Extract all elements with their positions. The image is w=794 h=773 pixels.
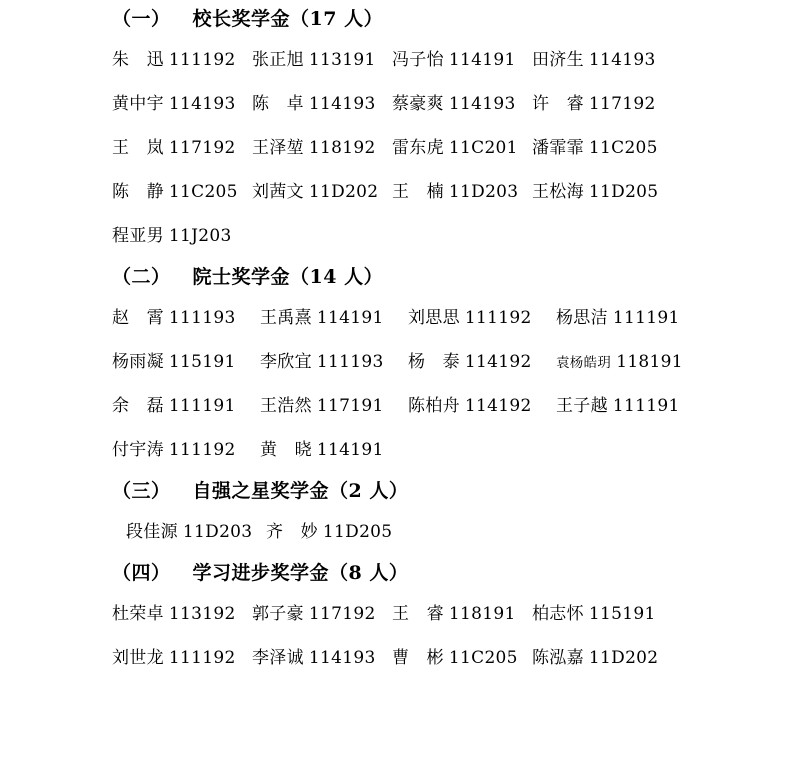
recipient-id: 117192 [168, 138, 236, 158]
recipient-id: 114193 [588, 50, 656, 70]
recipient-id: 118191 [616, 352, 683, 372]
recipient-name: 王松海 [532, 182, 584, 202]
recipient-name: 杨雨凝 [112, 352, 164, 372]
section-title: 院士奖学金（14 人） [192, 266, 384, 288]
recipient-name: 潘霏霏 [532, 138, 584, 158]
list-item [112, 38, 252, 82]
list-item [112, 636, 252, 680]
section-scholarship-2 [112, 260, 684, 472]
recipient-name: 李泽诚 [252, 648, 304, 668]
section-heading [112, 260, 684, 294]
recipient-name: 刘世龙 [112, 648, 164, 668]
recipient-id: 117192 [308, 604, 376, 624]
section-title: 校长奖学金（17 人） [192, 8, 384, 30]
list-item [252, 38, 392, 82]
recipient-list [112, 592, 684, 680]
section-number: （二） [112, 266, 171, 288]
recipient-row [112, 296, 684, 340]
list-item [392, 82, 532, 126]
recipient-row [112, 510, 684, 554]
recipient-id: 11C205 [448, 648, 518, 668]
recipient-id: 118192 [308, 138, 376, 158]
recipient-name: 程亚男 [112, 226, 164, 246]
list-item [532, 592, 656, 636]
recipient-id: 111192 [168, 648, 236, 668]
recipient-name: 黄中宇 [112, 94, 164, 114]
list-item [260, 296, 408, 340]
recipient-id: 114193 [308, 94, 376, 114]
recipient-id: 114193 [308, 648, 376, 668]
section-number: （一） [112, 8, 171, 30]
list-item [392, 592, 532, 636]
list-item [532, 636, 658, 680]
recipient-id: 11D205 [322, 522, 393, 542]
recipient-id: 114192 [464, 396, 532, 416]
recipient-name: 李欣宜 [260, 352, 312, 372]
list-item [260, 428, 384, 472]
recipient-id: 114193 [168, 94, 236, 114]
recipient-name: 余 磊 [112, 396, 164, 416]
list-item [260, 340, 408, 384]
list-item [532, 126, 658, 170]
list-item [556, 296, 680, 340]
recipient-id: 117191 [316, 396, 384, 416]
list-item [112, 126, 252, 170]
list-item [392, 170, 532, 214]
recipient-id: 111191 [612, 308, 680, 328]
recipient-name: 蔡豪爽 [392, 94, 444, 114]
list-item [408, 340, 556, 384]
list-item [252, 82, 392, 126]
recipient-name: 刘茜文 [252, 182, 304, 202]
list-item [408, 384, 556, 428]
recipient-id: 114193 [448, 94, 516, 114]
recipient-name: 张正旭 [252, 50, 304, 70]
recipient-name: 柏志怀 [532, 604, 584, 624]
list-item [112, 384, 260, 428]
recipient-name: 赵 霄 [112, 308, 164, 328]
recipient-id: 114192 [464, 352, 532, 372]
recipient-name: 王 楠 [392, 182, 444, 202]
recipient-name: 杨 泰 [408, 352, 460, 372]
recipient-list [112, 510, 684, 554]
recipient-id: 111191 [612, 396, 680, 416]
recipient-name: 黄 晓 [260, 440, 312, 460]
recipient-name: 王泽堃 [252, 138, 304, 158]
section-title: 学习进步奖学金（8 人） [192, 562, 409, 584]
list-item [556, 340, 683, 384]
recipient-id: 11D203 [448, 182, 519, 202]
list-item [260, 384, 408, 428]
list-item [112, 428, 260, 472]
list-item [112, 214, 232, 258]
list-item [112, 296, 260, 340]
recipient-row [112, 38, 684, 82]
recipient-id: 113192 [168, 604, 236, 624]
list-item [112, 340, 260, 384]
section-heading [112, 556, 684, 590]
recipient-id: 111193 [316, 352, 384, 372]
section-title: 自强之星奖学金（2 人） [192, 480, 409, 502]
recipient-name: 陈泓嘉 [532, 648, 584, 668]
recipient-name: 杨思洁 [556, 308, 608, 328]
recipient-name: 田济生 [532, 50, 584, 70]
recipient-row [112, 340, 684, 384]
list-item [532, 38, 656, 82]
recipient-name: 陈柏舟 [408, 396, 460, 416]
recipient-name: 冯子怡 [392, 50, 444, 70]
recipient-id: 114191 [316, 308, 384, 328]
recipient-row [112, 428, 684, 472]
recipient-name: 雷东虎 [392, 138, 444, 158]
recipient-id: 111193 [168, 308, 236, 328]
recipient-id: 115191 [168, 352, 236, 372]
list-item [252, 170, 392, 214]
recipient-row [112, 82, 684, 126]
recipient-list [112, 296, 684, 472]
recipient-name: 曹 彬 [392, 648, 444, 668]
recipient-id: 11D203 [182, 522, 253, 542]
recipient-id: 111191 [168, 396, 236, 416]
recipient-row [112, 636, 684, 680]
recipient-id: 115191 [588, 604, 656, 624]
recipient-id: 11D202 [588, 648, 659, 668]
recipient-name: 陈 静 [112, 182, 164, 202]
list-item [252, 592, 392, 636]
recipient-row [112, 384, 684, 428]
recipient-name: 刘思思 [408, 308, 460, 328]
list-item [252, 636, 392, 680]
recipient-row [112, 170, 684, 214]
recipient-id: 117192 [588, 94, 656, 114]
recipient-id: 11D202 [308, 182, 379, 202]
recipient-name: 齐 妙 [266, 522, 318, 542]
list-item [532, 82, 656, 126]
recipient-id: 11C205 [168, 182, 238, 202]
recipient-id: 11C201 [448, 138, 518, 158]
list-item [556, 384, 680, 428]
recipient-name: 段佳源 [126, 522, 178, 542]
list-item [392, 636, 532, 680]
recipient-row [112, 592, 684, 636]
list-item [112, 170, 252, 214]
list-item [408, 296, 556, 340]
recipient-list [112, 38, 684, 258]
recipient-name: 袁杨皓玥 [556, 355, 612, 371]
recipient-name: 杜荣卓 [112, 604, 164, 624]
recipient-name: 付宇涛 [112, 440, 164, 460]
recipient-id: 114191 [448, 50, 516, 70]
recipient-id: 111192 [168, 50, 236, 70]
recipient-id: 11D205 [588, 182, 659, 202]
recipient-row [112, 214, 684, 258]
recipient-name: 王浩然 [260, 396, 312, 416]
list-item [112, 592, 252, 636]
recipient-name: 王禹熹 [260, 308, 312, 328]
recipient-id: 114191 [316, 440, 384, 460]
recipient-id: 11J203 [168, 226, 232, 246]
section-scholarship-1 [112, 2, 684, 258]
recipient-name: 朱 迅 [112, 50, 164, 70]
list-item [126, 510, 266, 554]
section-scholarship-4 [112, 556, 684, 680]
recipient-id: 11C205 [588, 138, 658, 158]
recipient-name: 王子越 [556, 396, 608, 416]
list-item [392, 38, 532, 82]
recipient-name: 陈 卓 [252, 94, 304, 114]
list-item [266, 510, 392, 554]
recipient-name: 郭子豪 [252, 604, 304, 624]
recipient-id: 118191 [448, 604, 516, 624]
section-heading [112, 2, 684, 36]
recipient-name: 许 睿 [532, 94, 584, 114]
section-number: （三） [112, 480, 171, 502]
recipient-id: 113191 [308, 50, 376, 70]
recipient-name: 王 岚 [112, 138, 164, 158]
list-item [252, 126, 392, 170]
recipient-id: 111192 [168, 440, 236, 460]
section-heading [112, 474, 684, 508]
recipient-id: 111192 [464, 308, 532, 328]
section-number: （四） [112, 562, 171, 584]
recipient-row [112, 126, 684, 170]
list-item [112, 82, 252, 126]
recipient-name: 王 睿 [392, 604, 444, 624]
list-item [532, 170, 658, 214]
list-item [392, 126, 532, 170]
section-scholarship-3 [112, 474, 684, 554]
